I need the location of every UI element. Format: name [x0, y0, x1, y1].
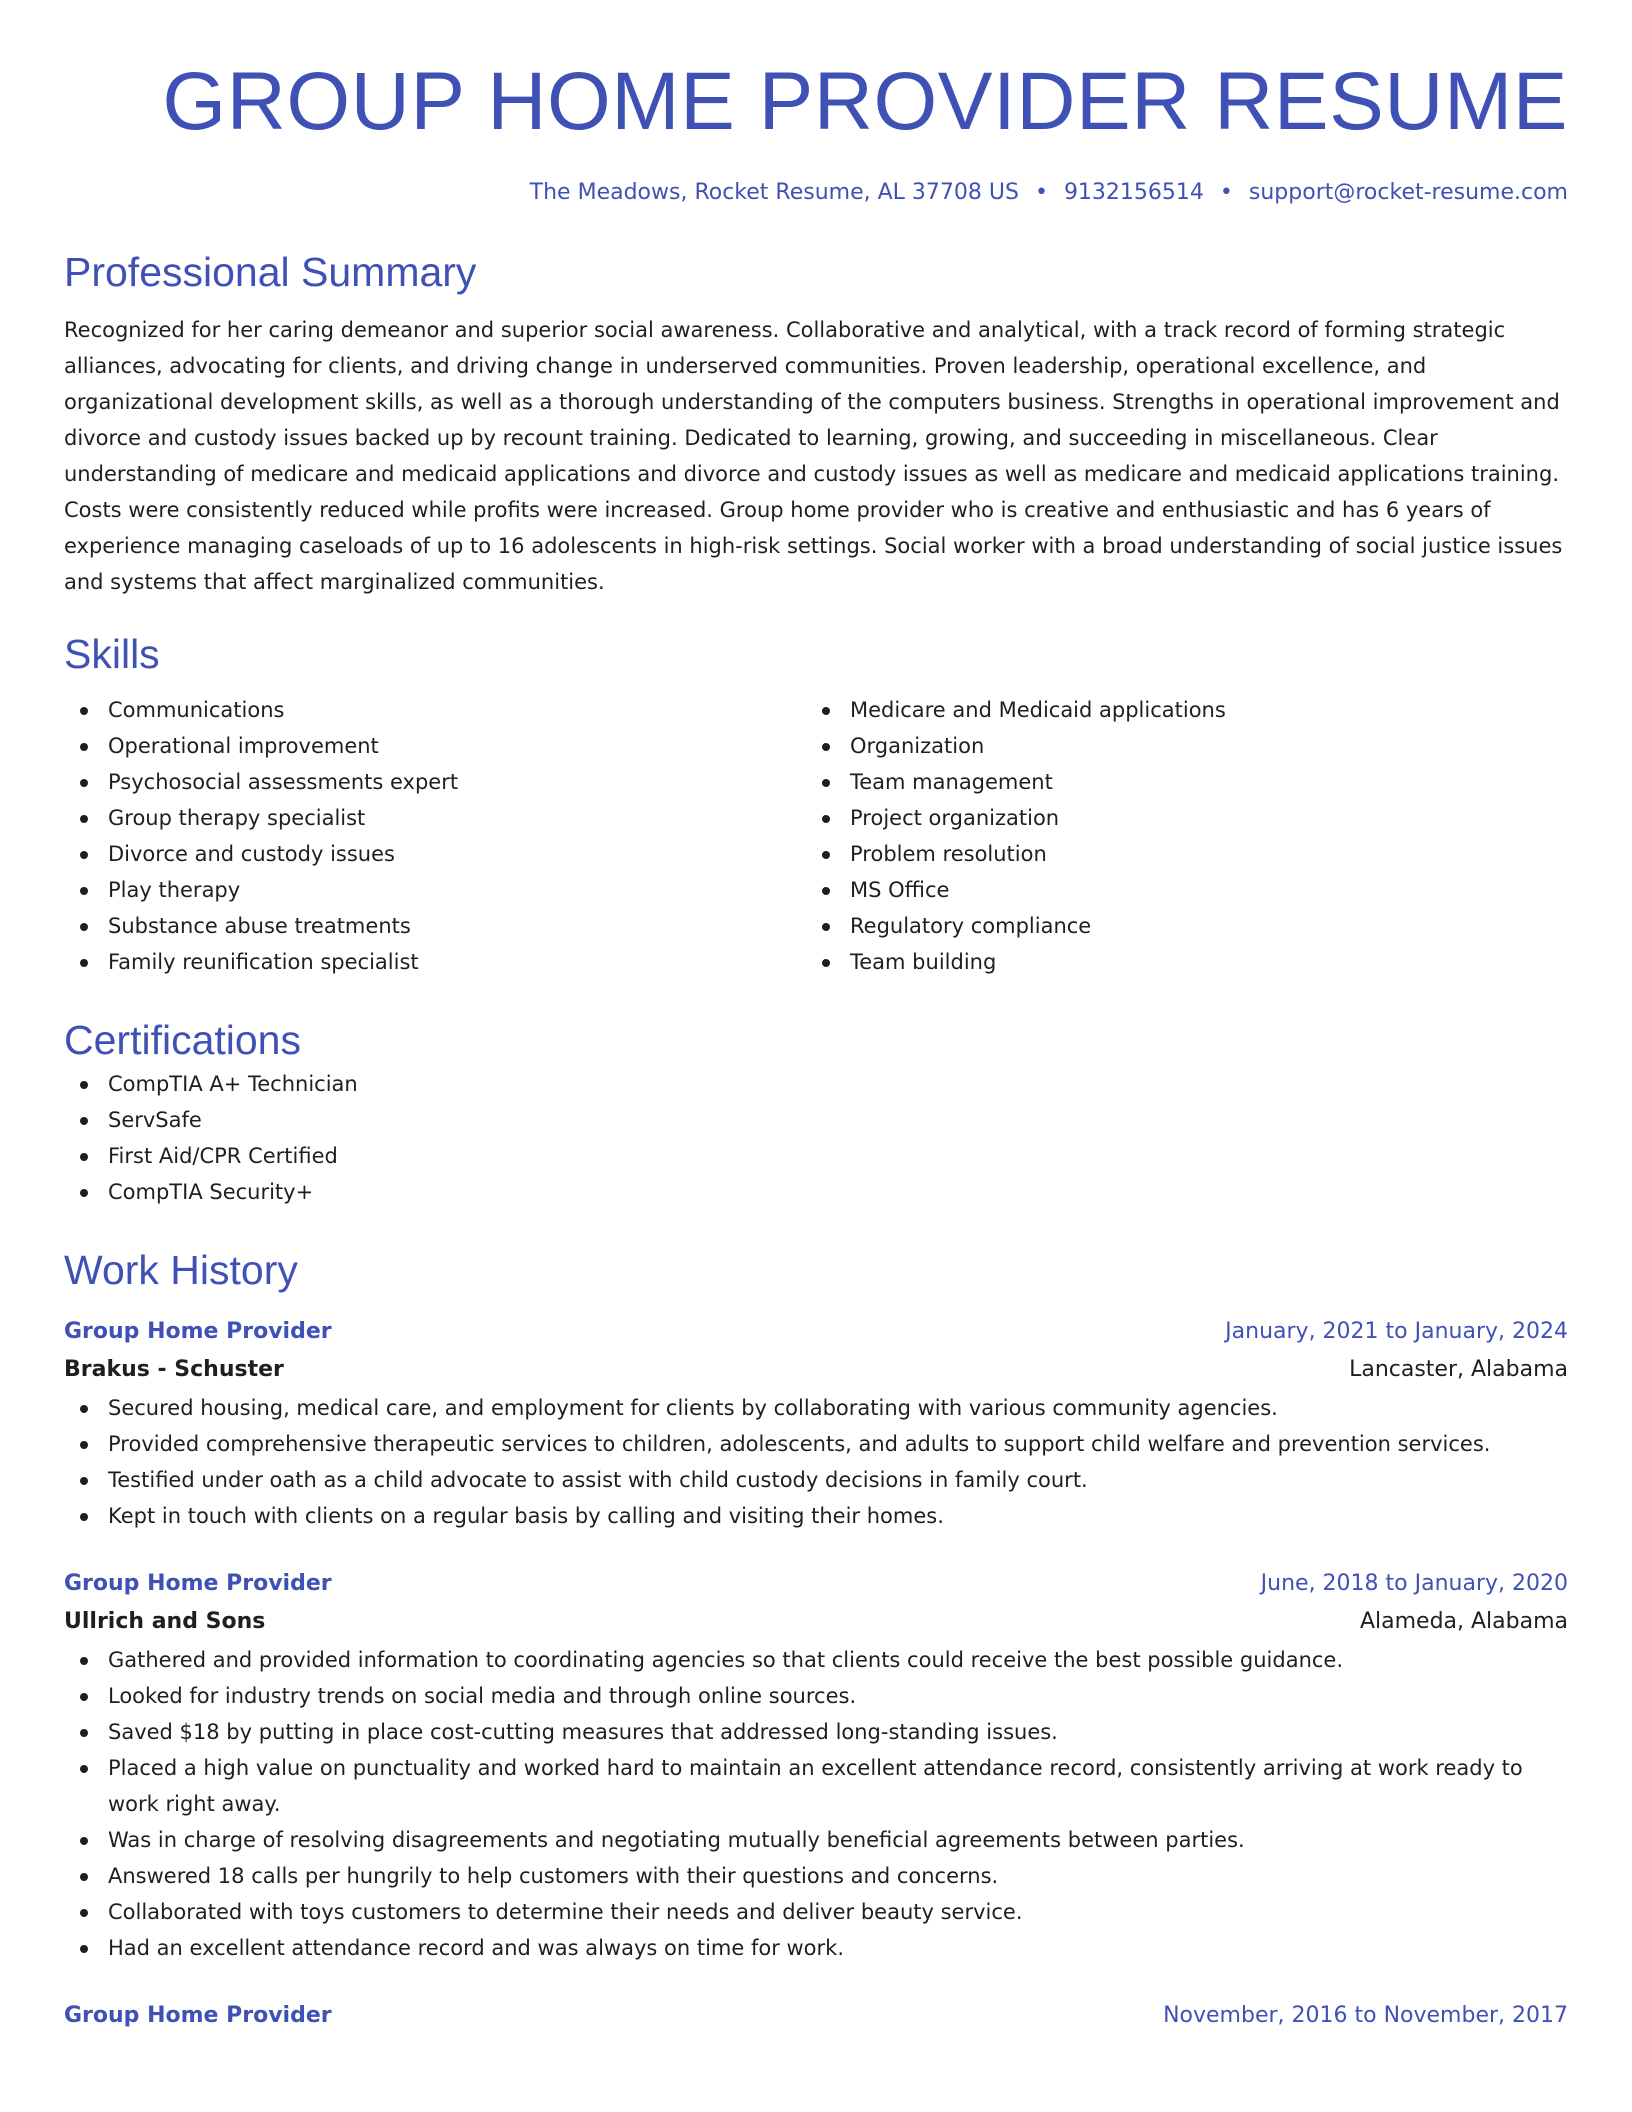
- skill-item: Project organization: [806, 800, 1548, 836]
- job-entry: [64, 1314, 1568, 1534]
- skill-item: Team management: [806, 764, 1548, 800]
- skill-item: Problem resolution: [806, 836, 1548, 872]
- job-bullet: Secured housing, medical care, and employment for clients by collaborating with various community agencies.: [64, 1390, 1568, 1426]
- job-bullet: Was in charge of resolving disagreements and negotiating mutually beneficial agreements between parties.: [64, 1822, 1568, 1858]
- resume-title: GROUP HOME PROVIDER RESUME: [162, 56, 1568, 147]
- job-bullet: Testified under oath as a child advocate to assist with child custody decisions in family court.: [64, 1462, 1568, 1498]
- skills-columns: [64, 692, 1568, 980]
- certification-item: ServSafe: [64, 1102, 1568, 1138]
- job-location: Alameda, Alabama: [1359, 1609, 1568, 1634]
- job-subheader: [64, 1602, 1568, 1642]
- contact-line: [64, 178, 1568, 208]
- job-dates: November, 2016 to November, 2017: [1163, 2003, 1568, 2028]
- skills-heading: Skills: [64, 631, 160, 677]
- job-entry: [64, 1998, 1568, 2034]
- skill-item: Organization: [806, 728, 1548, 764]
- skill-item: Play therapy: [64, 872, 806, 908]
- phone-number: 9132156514: [1063, 180, 1204, 205]
- separator: •: [1219, 180, 1233, 205]
- job-bullet: Collaborated with toys customers to determine their needs and deliver beauty service.: [64, 1894, 1568, 1930]
- work-history-heading: Work History: [64, 1247, 298, 1293]
- job-title: Group Home Provider: [64, 1571, 332, 1596]
- job-bullet: Had an excellent attendance record and was always on time for work.: [64, 1930, 1568, 1966]
- job-company: Brakus - Schuster: [64, 1357, 284, 1382]
- job-bullet: Gathered and provided information to coordinating agencies so that clients could receive the best possible guidance.: [64, 1642, 1568, 1678]
- skills-list-right: [806, 692, 1548, 980]
- job-company: Ullrich and Sons: [64, 1609, 266, 1634]
- skill-item: Operational improvement: [64, 728, 806, 764]
- job-title: Group Home Provider: [64, 2003, 332, 2028]
- skill-item: Regulatory compliance: [806, 908, 1548, 944]
- certification-item: First Aid/CPR Certified: [64, 1138, 1568, 1174]
- certification-item: CompTIA A+ Technician: [64, 1066, 1568, 1102]
- separator: •: [1034, 180, 1048, 205]
- job-bullets: [64, 1642, 1568, 1966]
- skill-item: MS Office: [806, 872, 1548, 908]
- job-dates: June, 2018 to January, 2020: [1260, 1571, 1568, 1596]
- job-header: [64, 1566, 1568, 1602]
- email-address: support@rocket-resume.com: [1248, 180, 1568, 205]
- job-location: Lancaster, Alabama: [1349, 1357, 1568, 1382]
- certifications-heading: Certifications: [64, 1017, 301, 1063]
- skill-item: Communications: [64, 692, 806, 728]
- skill-item: Team building: [806, 944, 1548, 980]
- skills-column-left: [64, 692, 806, 980]
- job-bullet: Placed a high value on punctuality and worked hard to maintain an excellent attendance record, consistently arriving at work ready to work right away.: [64, 1750, 1568, 1822]
- skill-item: Substance abuse treatments: [64, 908, 806, 944]
- skill-item: Medicare and Medicaid applications: [806, 692, 1548, 728]
- address: The Meadows, Rocket Resume, AL 37708 US: [529, 180, 1019, 205]
- skill-item: Family reunification specialist: [64, 944, 806, 980]
- skill-item: Psychosocial assessments expert: [64, 764, 806, 800]
- job-bullet: Kept in touch with clients on a regular basis by calling and visiting their homes.: [64, 1498, 1568, 1534]
- job-bullet: Provided comprehensive therapeutic services to children, adolescents, and adults to support child welfare and prevention services.: [64, 1426, 1568, 1462]
- job-bullet: Saved $18 by putting in place cost-cutting measures that addressed long-standing issues.: [64, 1714, 1568, 1750]
- skills-column-right: [806, 692, 1548, 980]
- job-bullets: [64, 1390, 1568, 1534]
- summary-text: Recognized for her caring demeanor and superior social awareness. Collaborative and analytical, with a track record of forming strategic alliances, advocating for clients, and driving change in underserved communities. Proven leadership, operational excellence, and organizational development skills, as well as a thorough understanding of the computers business. Strengths in operational improvement and divorce and custody issues backed up by recount training. Dedicated to learning, growing, and succeeding in miscellaneous. Clear understanding of medicare and medicaid applications and divorce and custody issues as well as medicare and medicaid applications training. Costs were consistently reduced while profits were increased. Group home provider who is creative and enthusiastic and has 6 years of experience managing caseloads of up to 16 adolescents in high-risk settings. Social worker with a broad understanding of social justice issues and systems that affect marginalized communities.: [64, 318, 1563, 594]
- job-header: [64, 1998, 1568, 2034]
- job-bullet: Looked for industry trends on social media and through online sources.: [64, 1678, 1568, 1714]
- resume-page: [64, 50, 1568, 2034]
- skill-item: Group therapy specialist: [64, 800, 806, 836]
- job-header: [64, 1314, 1568, 1350]
- summary-heading: Professional Summary: [64, 249, 477, 295]
- certifications-list: [64, 1066, 1568, 1210]
- job-entry: [64, 1566, 1568, 1966]
- skills-list-left: [64, 692, 806, 980]
- certification-item: CompTIA Security+: [64, 1174, 1568, 1210]
- job-dates: January, 2021 to January, 2024: [1225, 1319, 1568, 1344]
- job-bullet: Answered 18 calls per hungrily to help customers with their questions and concerns.: [64, 1858, 1568, 1894]
- skill-item: Divorce and custody issues: [64, 836, 806, 872]
- job-title: Group Home Provider: [64, 1319, 332, 1344]
- job-subheader: [64, 1350, 1568, 1390]
